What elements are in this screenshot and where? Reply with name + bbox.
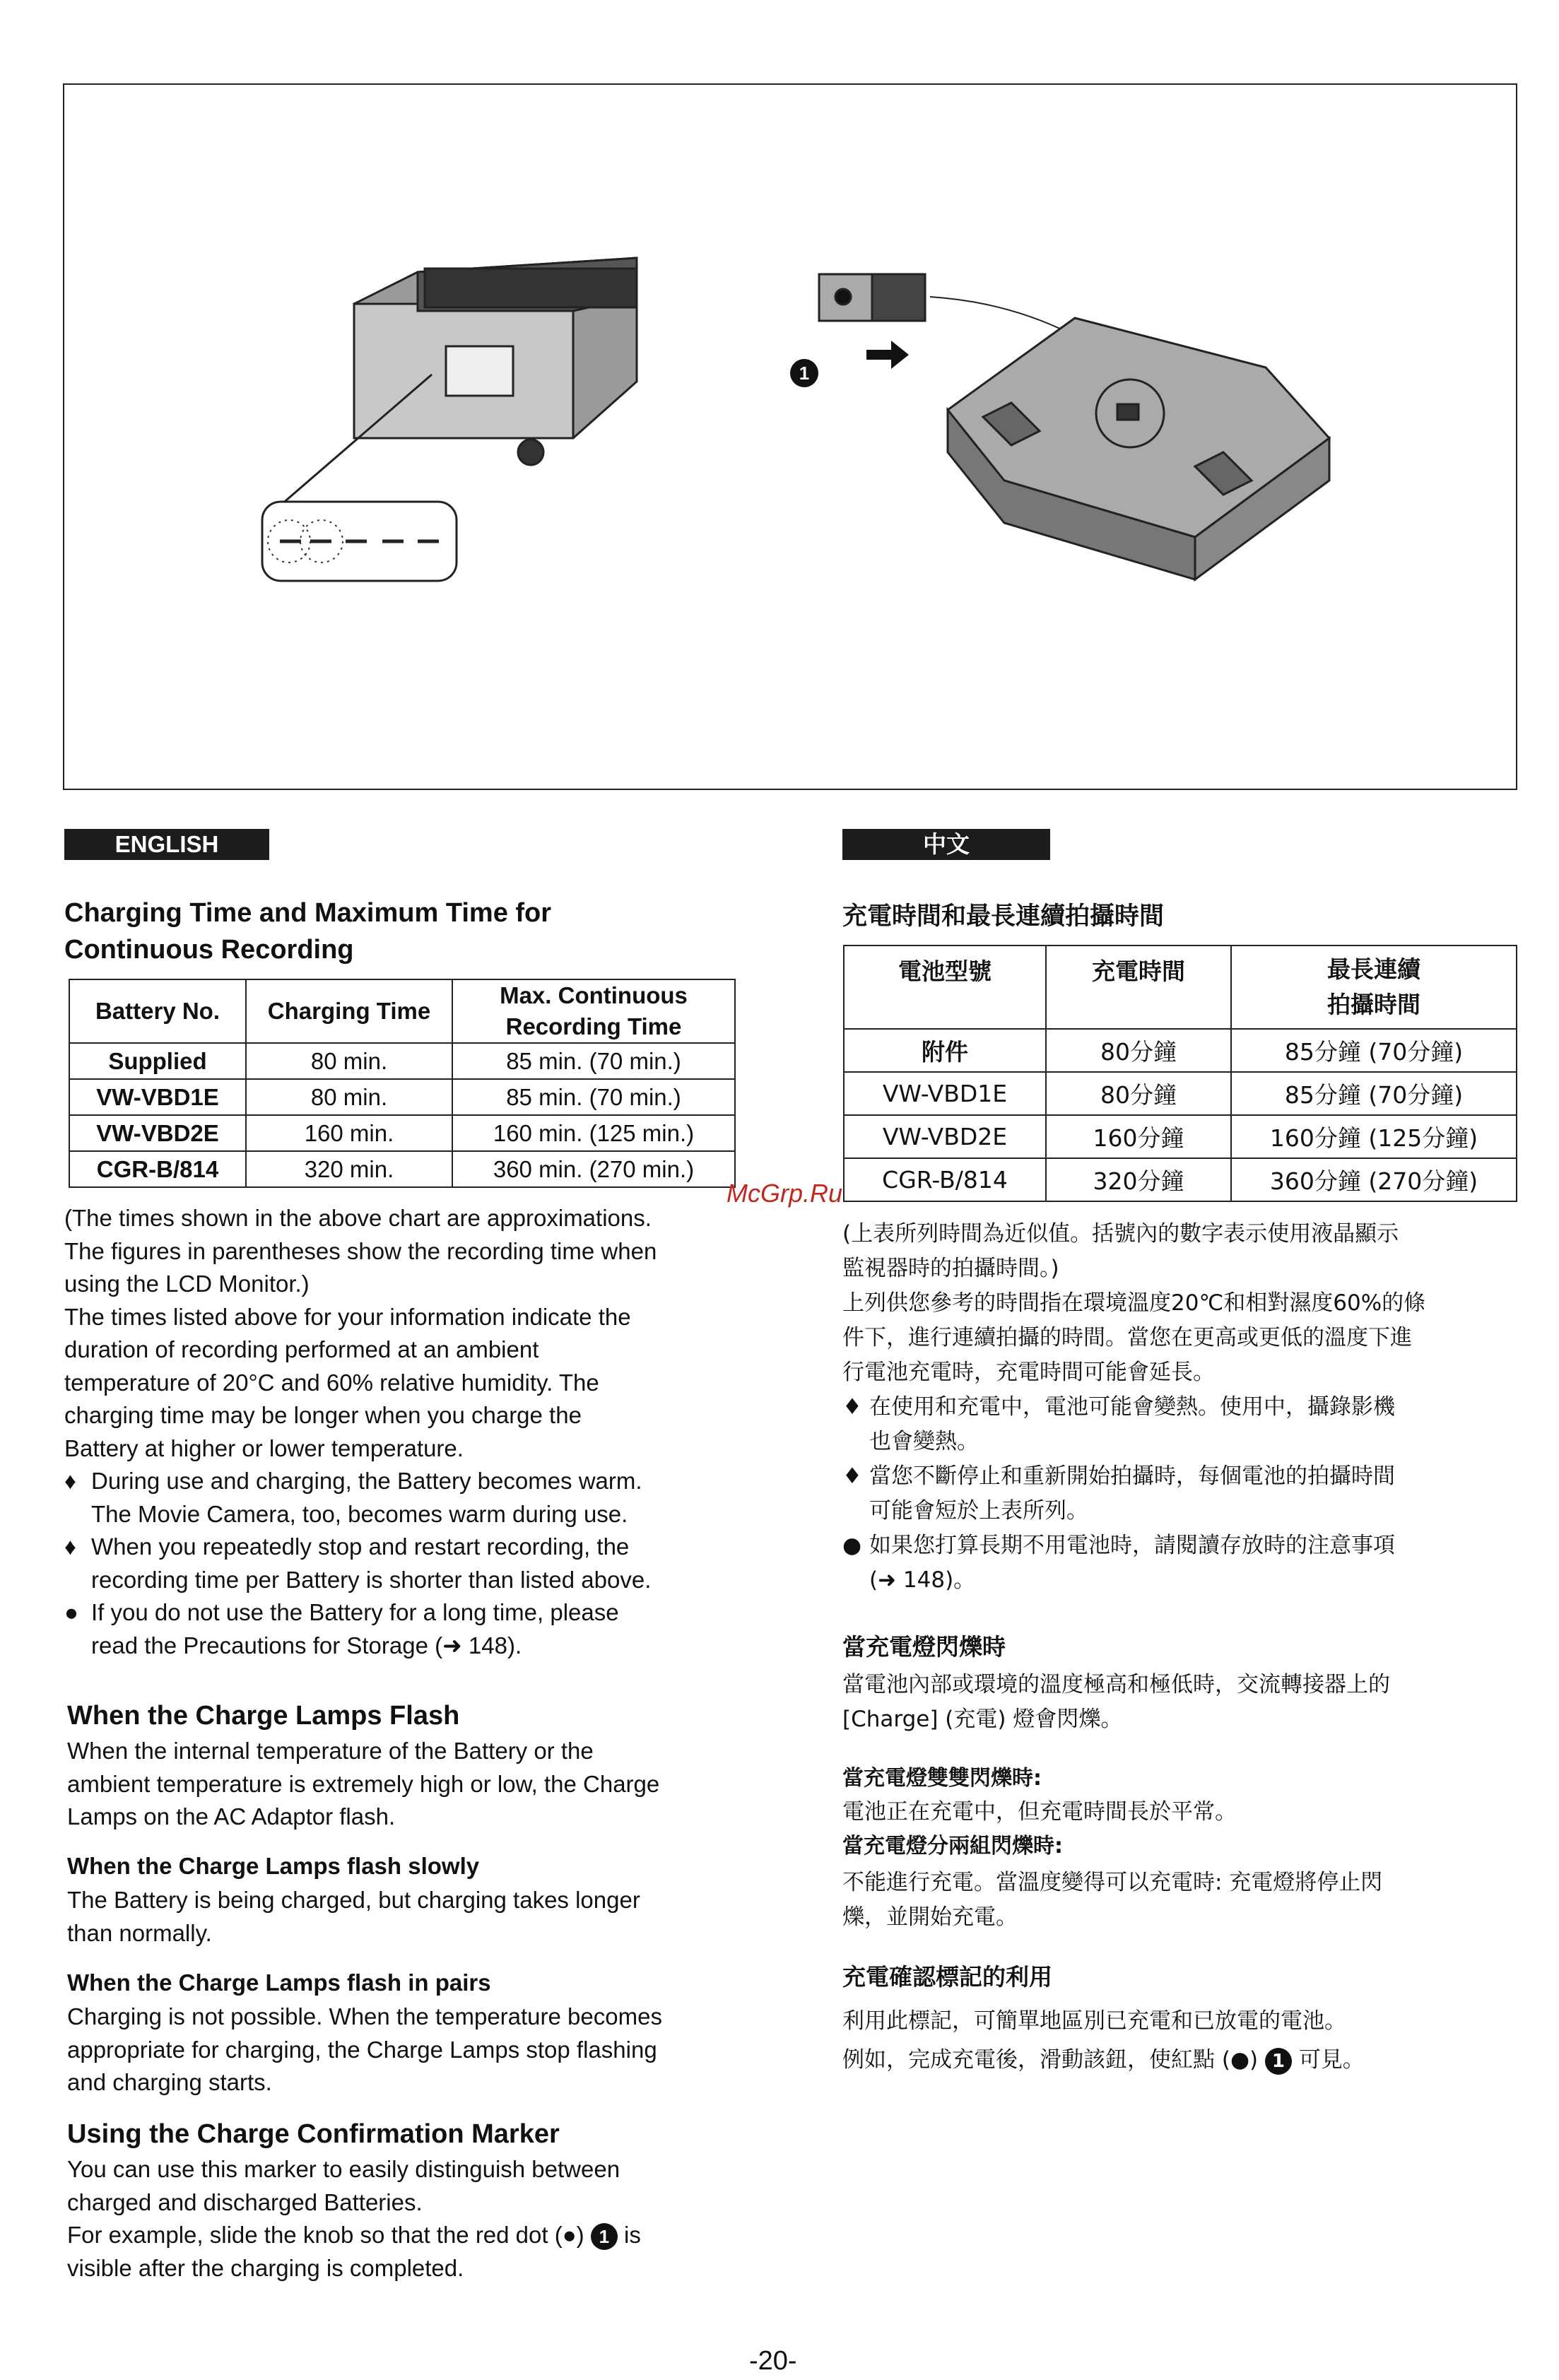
table-header: Max. Continuous Recording Time xyxy=(452,979,735,1043)
flash-section-title: When the Charge Lamps Flash xyxy=(67,1701,460,1731)
chinese-pairs-title: 當充電燈分兩組閃爍時: xyxy=(842,1834,1063,1858)
list-item: ● If you do not use the Battery for a long time, please read the Precautions for Storage (➜ 148). xyxy=(64,1596,771,1662)
english-body-text: (The times shown in the above chart are approximations. The figures in parentheses show the recording time when using the LCD Monitor.) The times listed above for your information indicate the duration of recording performed at an ambient temperature of 20°C and 60% relative humidity. The charging time may be longer when you charge the Battery at higher or lower temperature. ♦ During use and charging, the Battery becomes warm. The Movie Camera, too, becomes warm during use. ♦ When you repeatedly stop and restart recording, the recording time per Battery is shorter than listed above. ● If you do not use the Battery for a long time, please read the Precautions for Storage (➜ 148). xyxy=(64,1202,771,1662)
table-header: Charging Time xyxy=(246,979,452,1043)
marker-section-text: You can use this marker to easily distinguish between charged and discharged Batteries. For example, slide the knob so that the red dot (●) 1 is visible after the charging is completed. xyxy=(67,2156,641,2281)
marker-knob-detail xyxy=(819,274,925,321)
table-row: VW-VBD1E 80分鐘 85分鐘 (70分鐘) xyxy=(844,1072,1517,1115)
diamond-bullet-icon: ♦ xyxy=(842,1463,862,1489)
callout-number-icon: 1 xyxy=(591,2223,618,2250)
diamond-bullet-icon: ♦ xyxy=(64,1468,76,1494)
chinese-flash-text: 當電池內部或環境的溫度極高和極低時，交流轉接器上的 [Charge] (充電) 燈會閃爍。 xyxy=(842,1672,1390,1732)
arrow-right-icon xyxy=(866,341,909,369)
diamond-bullet-icon: ♦ xyxy=(64,1533,76,1560)
table-row: VW-VBD2E 160 min. 160 min. (125 min.) xyxy=(69,1115,735,1151)
english-battery-table xyxy=(69,979,736,1188)
table-row: Supplied 80 min. 85 min. (70 min.) xyxy=(69,1043,735,1079)
pairs-flash-title: When the Charge Lamps flash in pairs xyxy=(67,1969,491,1996)
dot-bullet-icon: ● xyxy=(842,1533,862,1558)
table-row: VW-VBD1E 80 min. 85 min. (70 min.) xyxy=(69,1079,735,1115)
pairs-flash-text: Charging is not possible. When the temperature becomes appropriate for charging, the Charge Lamps stop flashing and charging starts. xyxy=(67,2003,662,2095)
list-item: ♦ 在使用和充電中，電池可能會變熱。使用中，攝錄影機 也會變熱。 xyxy=(842,1390,1521,1459)
page-number: -20- xyxy=(749,2346,797,2376)
camera-battery-drawing xyxy=(276,258,637,509)
marker-callout-num: 1 xyxy=(799,363,810,384)
chinese-marker-text: 利用此標記，可簡單地區別已充電和已放電的電池。 例如，完成充電後，滑動該鈕，使紅點 (●) 1 可見。 xyxy=(842,2002,1365,2080)
table-row: CGR-B/814 320分鐘 360分鐘 (270分鐘) xyxy=(844,1158,1517,1201)
chinese-section-tag: 中文 xyxy=(842,829,1050,860)
watermark: McGrp.Ru xyxy=(726,1179,843,1208)
marker-section-title: Using the Charge Confirmation Marker xyxy=(67,2119,560,2149)
table-header: Battery No. xyxy=(69,979,246,1043)
list-item: ♦ When you repeatedly stop and restart recording, the recording time per Battery is shorter than listed above. xyxy=(64,1531,771,1596)
chinese-slow-text: 電池正在充電中，但充電時間長於平常。 xyxy=(842,1799,1237,1825)
table-row: CGR-B/814 320 min. 360 min. (270 min.) xyxy=(69,1151,735,1187)
callout-number-icon: 1 xyxy=(1265,2048,1292,2075)
table-row: 附件 80分鐘 85分鐘 (70分鐘) xyxy=(844,1029,1517,1072)
list-item: ♦ During use and charging, the Battery becomes warm. The Movie Camera, too, becomes warm during use. xyxy=(64,1465,771,1531)
list-item: ● 如果您打算長期不用電池時，請閱讀存放時的注意事項 (➜ 148)。 xyxy=(842,1528,1521,1598)
table-header: 電池型號 xyxy=(844,945,1046,1029)
table-header: 充電時間 xyxy=(1046,945,1231,1029)
english-title: Charging Time and Maximum Time for Continuous Recording xyxy=(64,898,552,965)
illustration-frame xyxy=(63,83,1517,790)
chinese-slow-title: 當充電燈雙雙閃爍時: xyxy=(842,1766,1042,1791)
slow-flash-title: When the Charge Lamps flash slowly xyxy=(67,1853,480,1879)
battery-illustration xyxy=(64,85,1516,789)
slow-flash-text: The Battery is being charged, but charging takes longer than normally. xyxy=(67,1887,640,1946)
table-header: 最長連續 拍攝時間 xyxy=(1231,945,1517,1029)
dot-bullet-icon: ● xyxy=(64,1599,78,1625)
battery-pack-drawing xyxy=(948,318,1329,579)
chinese-title: 充電時間和最長連續拍攝時間 xyxy=(842,902,1165,931)
chinese-marker-title: 充電確認標記的利用 xyxy=(842,1963,1052,1991)
chinese-flash-title: 當充電燈閃爍時 xyxy=(842,1633,1006,1661)
chinese-battery-table xyxy=(843,945,1517,1202)
list-item: ♦ 當您不斷停止和重新開始拍攝時，每個電池的拍攝時間 可能會短於上表所列。 xyxy=(842,1459,1521,1528)
english-section-tag: ENGLISH xyxy=(64,829,269,860)
table-row: VW-VBD2E 160分鐘 160分鐘 (125分鐘) xyxy=(844,1115,1517,1158)
diamond-bullet-icon: ♦ xyxy=(842,1394,862,1420)
chinese-body-text: (上表所列時間為近似值。括號內的數字表示使用液晶顯示 監視器時的拍攝時間。) 上列供您參考的時間指在環境溫度20℃和相對濕度60%的條 件下，進行連續拍攝的時間。當您在更高或更低的溫度下進 行電池充電時，充電時間可能會延長。 ♦ 在使用和充電中，電池可能會變熱。使用中，攝錄影機 也會變熱。 ♦ 當您不斷停止和重新開始拍攝時，每個電池的拍攝時間 可能會短於上表所列。 ● 如果您打算長期不用電池時，請閱讀存放時的注意事項 (➜ 148)。 xyxy=(842,1217,1521,1598)
flash-section-text: When the internal temperature of the Battery or the ambient temperature is extremely high or low, the Charge Lamps on the AC Adaptor flash. xyxy=(67,1738,660,1830)
chinese-pairs-text: 不能進行充電。當溫度變得可以充電時: 充電燈將停止閃 爍，並開始充電。 xyxy=(842,1870,1383,1930)
